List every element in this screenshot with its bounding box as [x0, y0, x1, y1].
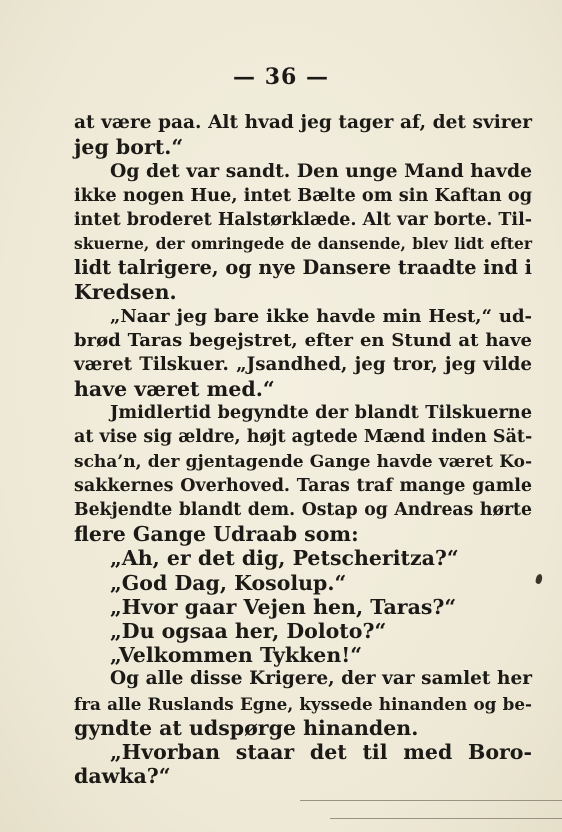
- text-line: „Ah, er det dig, Petscheritza?“: [110, 546, 459, 571]
- text-line: dawka?“: [74, 764, 171, 789]
- text-line: Jmidlertid begyndte der blandt Tilskuerne: [110, 402, 532, 424]
- page-number: — 36 —: [233, 64, 329, 90]
- text-line: „Velkommen Tykken!“: [110, 643, 363, 668]
- text-line: Og alle disse Krigere, der var samlet her: [110, 668, 532, 690]
- text-line: „Hvor gaar Vejen hen, Taras?“: [110, 594, 457, 619]
- text-line: gyndte at udspørge hinanden.: [74, 715, 419, 740]
- text-line: at være paa. Alt hvad jeg tager af, det svirer: [74, 112, 532, 133]
- text-line: at vise sig ældre, højt agtede Mænd inden Sät-: [74, 427, 533, 448]
- text-line: været Tilskuer. „Jsandhed, jeg tror, jeg vilde: [74, 353, 532, 375]
- text-line: jeg bort.“: [74, 135, 184, 160]
- text-line: have været med.“: [74, 377, 275, 402]
- text-line: „God Dag, Kosolup.“: [110, 570, 347, 595]
- text-line: „Naar jeg bare ikke havde min Hest,“ ud-: [110, 305, 532, 327]
- text-line: skuerne, der omringede de dansende, blev lidt efter: [74, 233, 532, 253]
- text-line: ikke nogen Hue, intet Bælte om sin Kaftan og: [74, 184, 533, 206]
- text-line: sakkernes Overhoved. Taras traf mange gamle: [74, 475, 532, 496]
- text-line: „Hvorban staar det til med Boro-: [110, 739, 532, 764]
- text-line: flere Gange Udraab som:: [74, 522, 359, 547]
- text-line: Bekjendte blandt dem. Ostap og Andreas hørte: [74, 500, 532, 520]
- text-line: lidt talrigere, og nye Dansere traadte ind i: [74, 256, 532, 280]
- text-line: fra alle Ruslands Egne, kyssede hinanden og be-: [74, 693, 532, 714]
- text-line: schа’n, der gjentagende Gange havde været Ko-: [74, 451, 532, 472]
- paper-edge-line: [330, 818, 562, 819]
- text-line: Kredsen.: [74, 280, 177, 305]
- paper-edge-line: [300, 800, 562, 801]
- body-text: [74, 111, 532, 788]
- text-line: brød Taras begejstret, efter en Stund at have: [74, 329, 532, 351]
- text-line: „Du ogsaa her, Doloto?“: [110, 618, 387, 643]
- ink-speck: [535, 573, 543, 584]
- text-line: intet broderet Halstørklæde. Alt var borte. Til-: [74, 209, 532, 230]
- text-line: Og det var sandt. Den unge Mand havde: [110, 160, 532, 183]
